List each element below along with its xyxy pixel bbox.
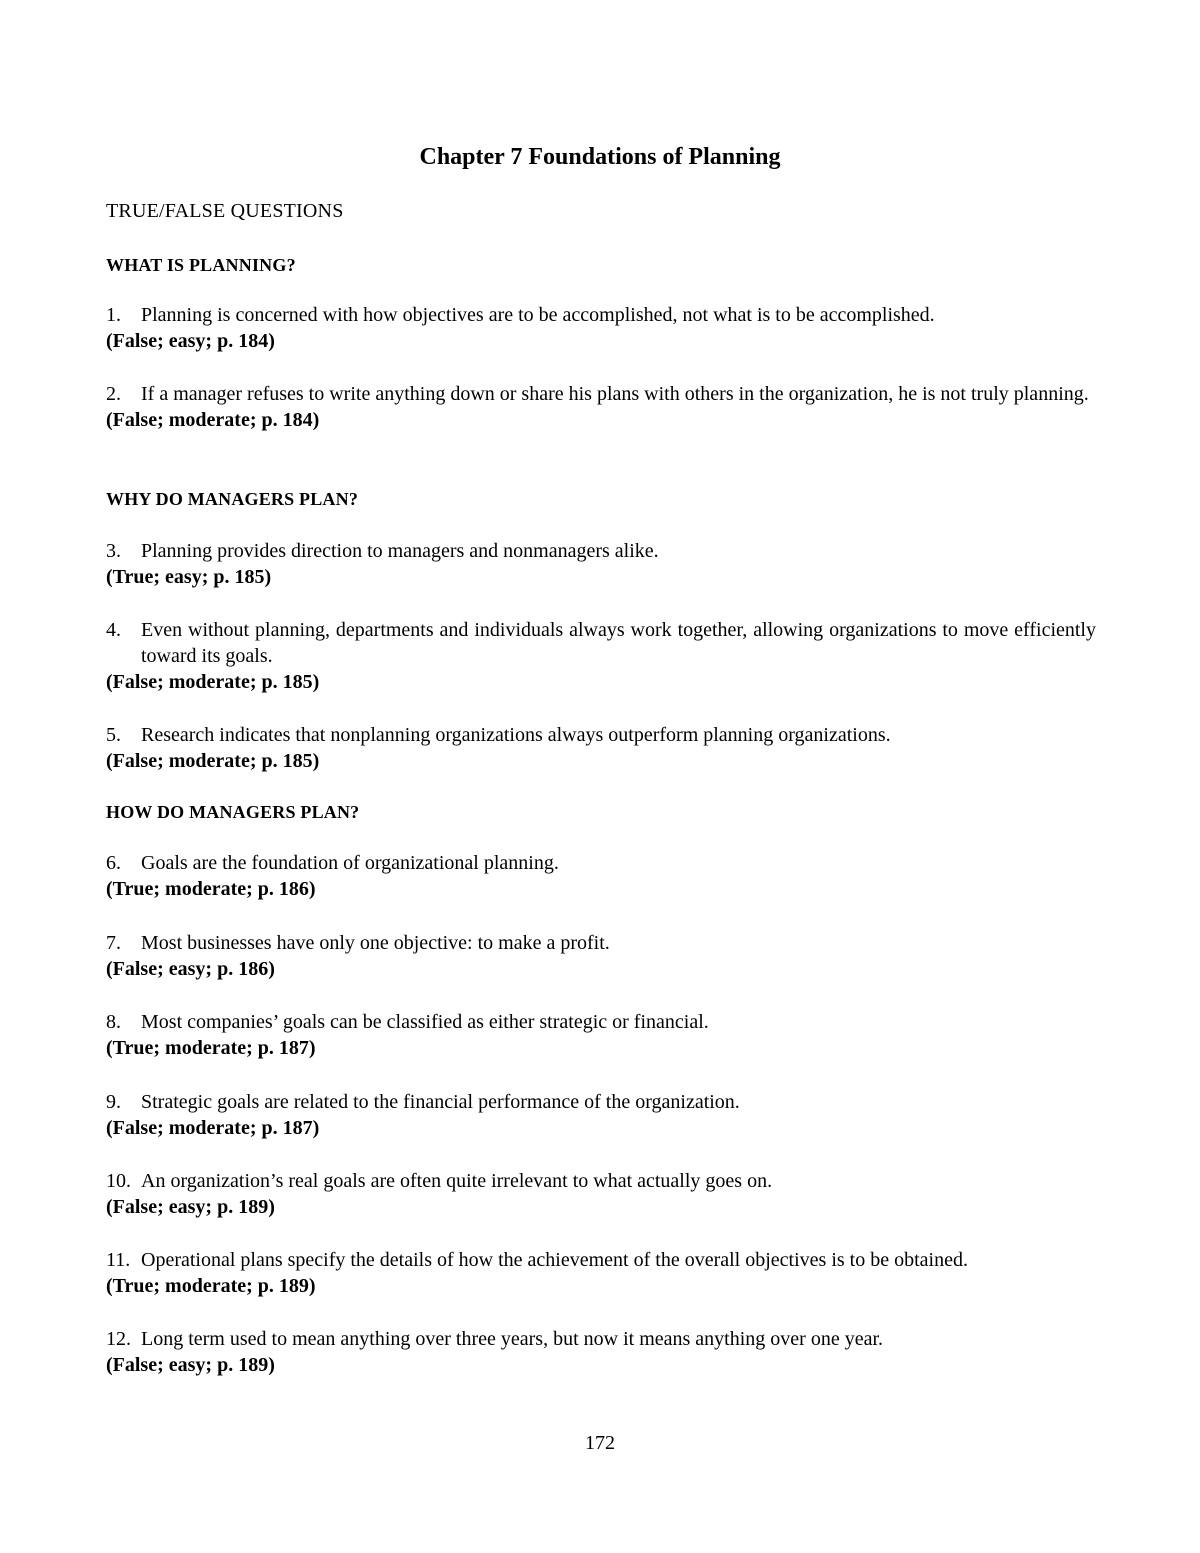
question-text: Even without planning, departments and individuals always work together, allowing organizations to move efficiently toward its goals. bbox=[141, 619, 1096, 667]
question-text: Strategic goals are related to the financial performance of the organization. bbox=[141, 1091, 740, 1113]
question-item bbox=[106, 930, 1096, 982]
question-item bbox=[106, 1009, 1096, 1061]
answer-key: (True; easy; p. 185) bbox=[106, 566, 272, 588]
answer-key: (True; moderate; p. 186) bbox=[106, 878, 316, 900]
question-text: Planning provides direction to managers and nonmanagers alike. bbox=[141, 540, 659, 562]
answer-key: (False; moderate; p. 185) bbox=[106, 750, 320, 772]
question-text: Most businesses have only one objective: to make a profit. bbox=[141, 932, 610, 954]
answer-key: (True; moderate; p. 189) bbox=[106, 1275, 316, 1297]
answer-key: (False; moderate; p. 184) bbox=[106, 409, 320, 431]
question-item bbox=[106, 538, 1096, 590]
heading-how-do-managers-plan: HOW DO MANAGERS PLAN? bbox=[106, 802, 360, 822]
question-item bbox=[106, 381, 1096, 433]
question-number: 3. bbox=[106, 540, 121, 562]
question-number: 8. bbox=[106, 1011, 121, 1033]
question-number: 10. bbox=[106, 1170, 131, 1192]
question-number: 5. bbox=[106, 724, 121, 746]
page-number: 172 bbox=[585, 1432, 615, 1454]
question-number: 1. bbox=[106, 304, 121, 326]
question-text: If a manager refuses to write anything down or share his plans with others in the organization, he is not truly planning. bbox=[141, 383, 1089, 405]
section-label: TRUE/FALSE QUESTIONS bbox=[106, 200, 344, 222]
heading-what-is-planning: WHAT IS PLANNING? bbox=[106, 255, 296, 275]
question-item bbox=[106, 1168, 1096, 1220]
question-number: 4. bbox=[106, 619, 121, 641]
question-number: 12. bbox=[106, 1328, 131, 1350]
question-item bbox=[106, 722, 1096, 774]
question-text: Long term used to mean anything over three years, but now it means anything over one year. bbox=[141, 1328, 884, 1350]
question-item bbox=[106, 1247, 1096, 1299]
question-number: 2. bbox=[106, 383, 121, 405]
question-item bbox=[106, 617, 1096, 695]
question-text: Operational plans specify the details of how the achievement of the overall objectives is to be obtained. bbox=[141, 1249, 968, 1271]
question-item bbox=[106, 1089, 1096, 1141]
question-text: An organization’s real goals are often quite irrelevant to what actually goes on. bbox=[141, 1170, 773, 1192]
question-text: Most companies’ goals can be classified as either strategic or financial. bbox=[141, 1011, 709, 1033]
question-number: 7. bbox=[106, 932, 121, 954]
question-text: Planning is concerned with how objectives are to be accomplished, not what is to be accomplished. bbox=[141, 304, 935, 326]
question-text: Goals are the foundation of organizational planning. bbox=[141, 852, 559, 874]
answer-key: (False; easy; p. 186) bbox=[106, 958, 275, 980]
question-number: 6. bbox=[106, 852, 121, 874]
heading-why-do-managers-plan: WHY DO MANAGERS PLAN? bbox=[106, 489, 359, 509]
question-item bbox=[106, 850, 1096, 902]
question-number: 9. bbox=[106, 1091, 121, 1113]
question-number: 11. bbox=[106, 1249, 131, 1271]
answer-key: (False; easy; p. 189) bbox=[106, 1354, 275, 1376]
answer-key: (True; moderate; p. 187) bbox=[106, 1037, 316, 1059]
answer-key: (False; moderate; p. 187) bbox=[106, 1117, 320, 1139]
question-item bbox=[106, 1326, 1096, 1378]
answer-key: (False; easy; p. 189) bbox=[106, 1196, 275, 1218]
answer-key: (False; easy; p. 184) bbox=[106, 330, 275, 352]
chapter-title: Chapter 7 Foundations of Planning bbox=[419, 144, 781, 170]
question-text: Research indicates that nonplanning organizations always outperform planning organizations. bbox=[141, 724, 891, 746]
question-item bbox=[106, 302, 1096, 354]
answer-key: (False; moderate; p. 185) bbox=[106, 671, 320, 693]
